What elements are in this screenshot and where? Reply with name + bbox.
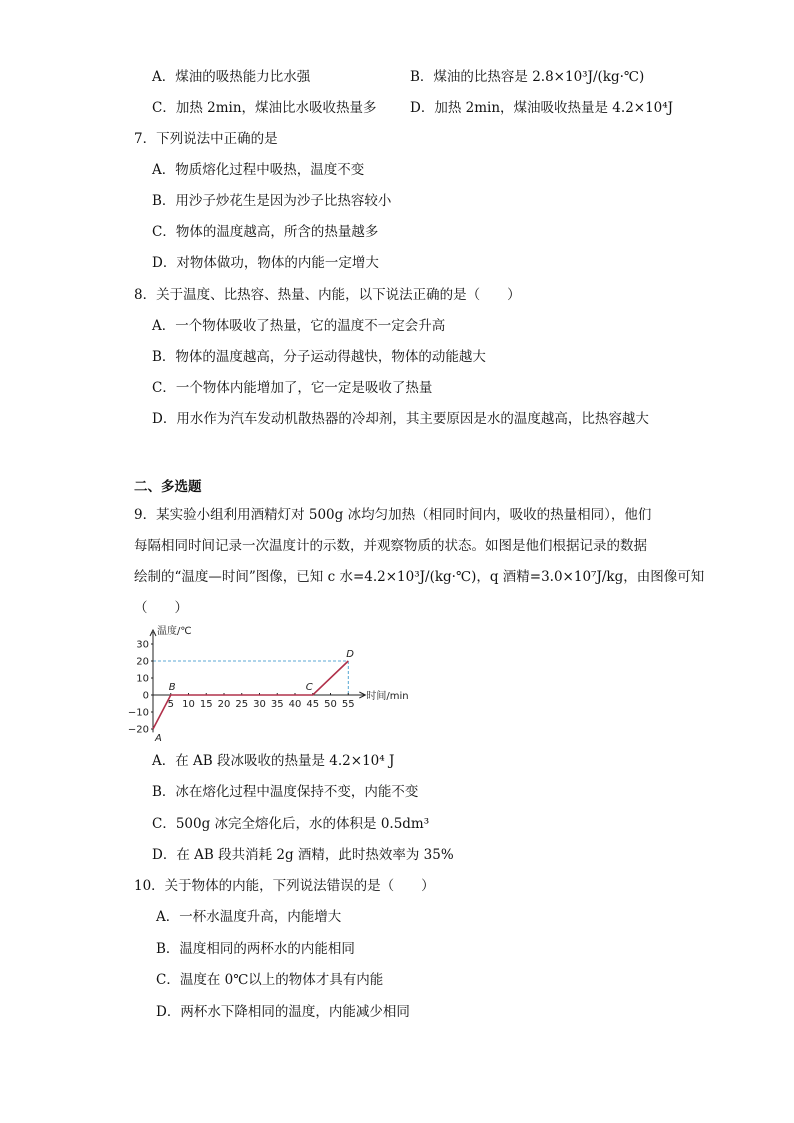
q9-option-c: C．500g 冰完全熔化后，水的体积是 0.5dm³ bbox=[152, 816, 430, 832]
q8-option-c: C．一个物体内能增加了，它一定是吸收了热量 bbox=[152, 380, 433, 396]
q9-stem-line-1: 9．某实验小组利用酒精灯对 500g 冰均匀加热（相同时间内，吸收的热量相同），他们 bbox=[134, 507, 652, 523]
q6-option-b: B．煤油的比热容是 2.8×10³J/(kg·℃) bbox=[410, 69, 645, 85]
y-tick-label: 10 bbox=[136, 673, 149, 685]
x-tick-label: 20 bbox=[217, 699, 231, 710]
q10-option-c: C．温度在 0℃以上的物体才具有内能 bbox=[156, 972, 384, 988]
y-tick-label: 0 bbox=[142, 690, 149, 702]
x-tick-label: 55 bbox=[341, 699, 355, 710]
q9-option-b: B．冰在熔化过程中温度保持不变，内能不变 bbox=[152, 784, 419, 800]
y-tick-label: 20 bbox=[136, 656, 149, 668]
q6-option-c: C．加热 2min，煤油比水吸收热量多 bbox=[152, 100, 377, 116]
q10-option-b: B．温度相同的两杯水的内能相同 bbox=[156, 941, 355, 957]
x-tick-label: 15 bbox=[199, 699, 213, 710]
q10-option-d: D．两杯水下降相同的温度，内能减少相同 bbox=[156, 1004, 410, 1020]
q8-option-b: B．物体的温度越高，分子运动得越快，物体的动能越大 bbox=[152, 349, 486, 365]
y-axis-label: 温度/℃ bbox=[157, 626, 192, 637]
q8-option-a: A．一个物体吸收了热量，它的温度不一定会升高 bbox=[152, 318, 446, 334]
q10-stem: 10．关于物体的内能，下列说法错误的是（ ） bbox=[134, 878, 435, 894]
q7-option-a: A．物质熔化过程中吸热，温度不变 bbox=[152, 162, 365, 178]
q6-option-d: D．加热 2min，煤油吸收热量是 4.2×10⁴J bbox=[410, 100, 674, 116]
x-tick-label: 35 bbox=[270, 699, 284, 710]
q9-stem-line-2: 每隔相同时间记录一次温度计的示数，并观察物质的状态。如图是他们根据记录的数据 bbox=[134, 538, 647, 554]
x-axis-label: 时间/min bbox=[366, 691, 409, 702]
temperature-time-chart bbox=[126, 620, 416, 742]
x-tick-label: 5 bbox=[167, 699, 174, 710]
q7-option-c: C．物体的温度越高，所含的热量越多 bbox=[152, 224, 379, 240]
q7-option-d: D．对物体做功，物体的内能一定增大 bbox=[152, 255, 379, 271]
q10-option-a: A．一杯水温度升高，内能增大 bbox=[156, 909, 342, 925]
point-label-c: C bbox=[305, 682, 313, 693]
q9-option-d: D．在 AB 段共消耗 2g 酒精，此时热效率为 35% bbox=[152, 847, 454, 863]
y-tick-label: −10 bbox=[127, 707, 149, 719]
y-tick-label: −20 bbox=[127, 724, 149, 736]
q7-stem: 7．下列说法中正确的是 bbox=[134, 131, 278, 147]
q9-option-a: A．在 AB 段冰吸收的热量是 4.2×10⁴ J bbox=[152, 753, 395, 769]
x-tick-label: 50 bbox=[324, 699, 337, 710]
q8-stem: 8．关于温度、比热容、热量、内能，以下说法正确的是（ ） bbox=[134, 287, 521, 303]
x-tick-label: 45 bbox=[306, 699, 320, 710]
point-label-d: D bbox=[346, 649, 354, 660]
section-title: 二、多选题 bbox=[134, 479, 202, 495]
x-tick-label: 10 bbox=[182, 699, 195, 710]
point-label-a: A bbox=[155, 733, 162, 742]
q9-stem-line-4: （ ） bbox=[134, 600, 188, 616]
q9-stem-line-3: 绘制的“温度—时间”图像，已知 c 水=4.2×10³J/(kg·℃)，q 酒精=3.0×10⁷J/kg，由图像可知 bbox=[134, 569, 705, 585]
point-label-b: B bbox=[168, 682, 176, 693]
q6-option-a: A．煤油的吸热能力比水强 bbox=[152, 69, 311, 85]
q8-option-d: D．用水作为汽车发动机散热器的冷却剂，其主要原因是水的温度越高，比热容越大 bbox=[152, 411, 649, 427]
x-tick-label: 30 bbox=[253, 699, 266, 710]
y-tick-label: 30 bbox=[136, 639, 149, 651]
x-tick-label: 40 bbox=[288, 699, 302, 710]
q7-option-b: B．用沙子炒花生是因为沙子比热容较小 bbox=[152, 193, 392, 209]
x-tick-label: 25 bbox=[235, 699, 249, 710]
